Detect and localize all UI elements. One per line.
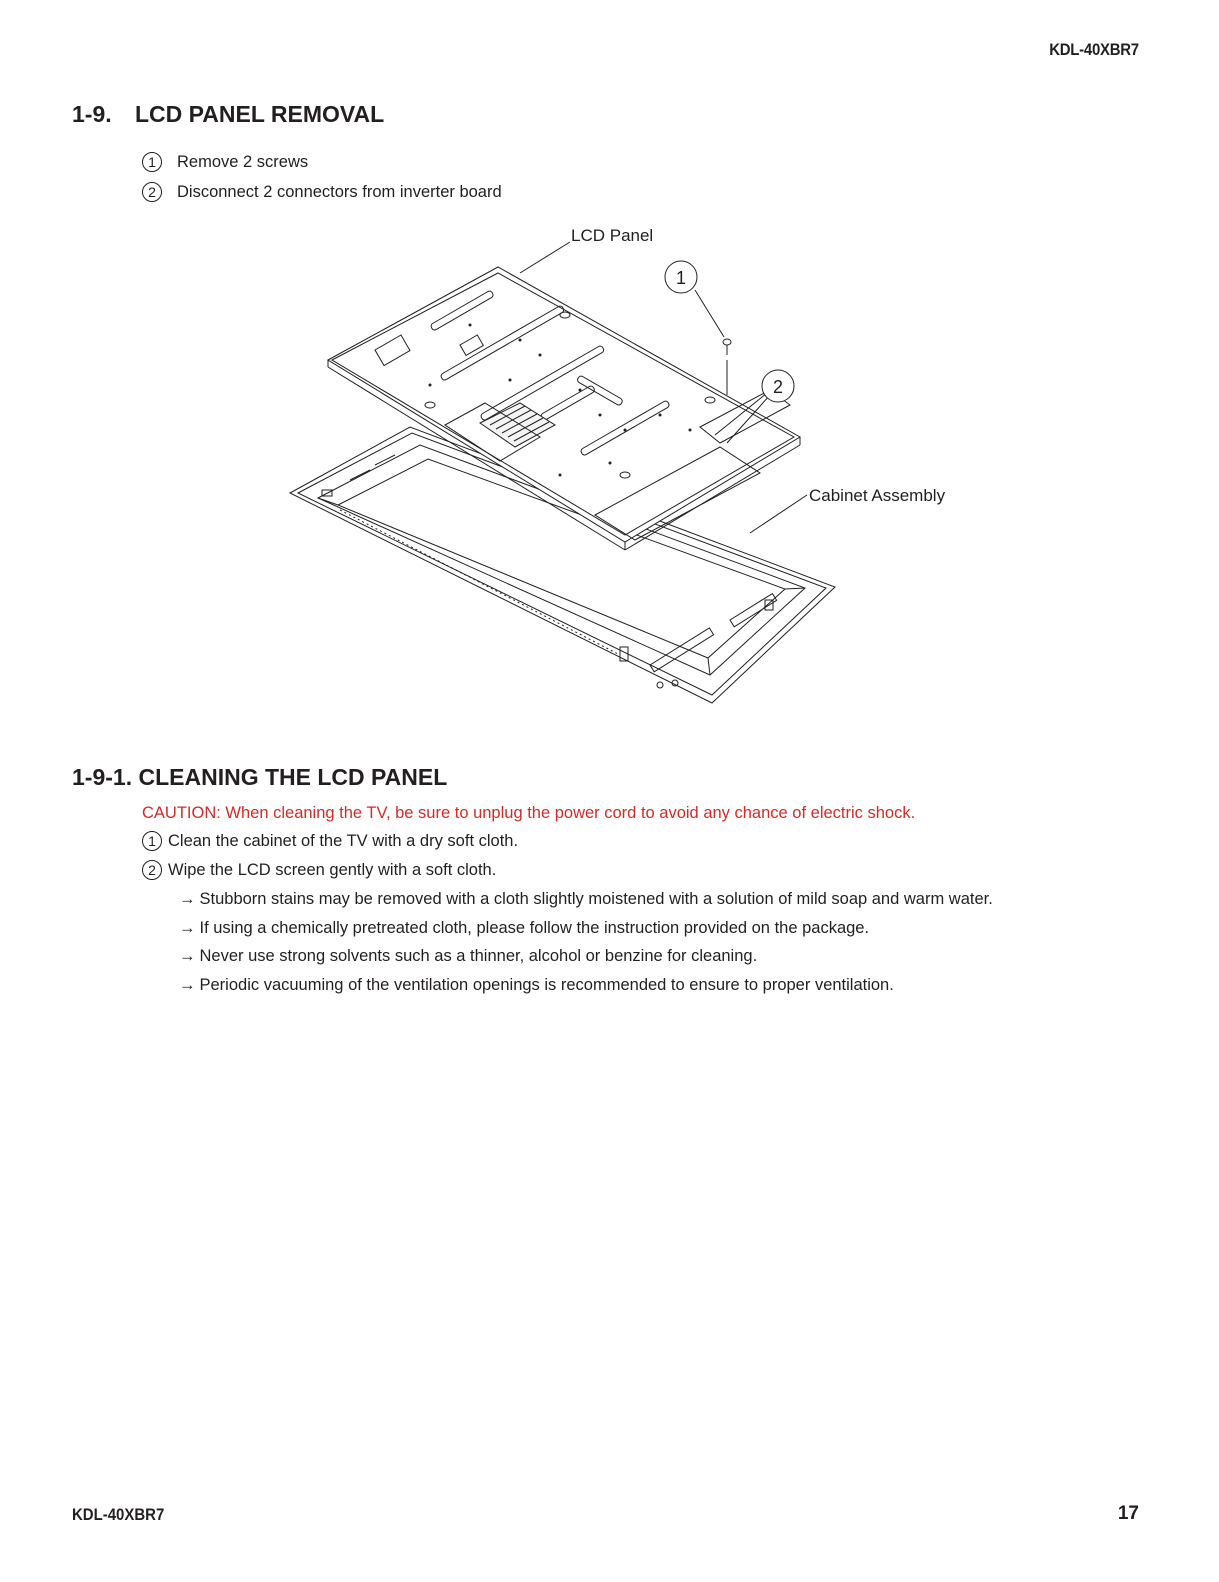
step-number-circle: 1 [142, 152, 162, 172]
note-text: If using a chemically pretreated cloth, please follow the instruction provided on the package. [199, 919, 870, 937]
callout-1 [665, 261, 697, 293]
step-text: Disconnect 2 connectors from inverter board [177, 182, 502, 201]
arrow-icon: → [179, 947, 196, 965]
callout-2 [762, 370, 794, 402]
step-text: Remove 2 screws [177, 152, 309, 171]
step-number-circle: 2 [142, 182, 162, 202]
note-text: Never use strong solvents such as a thinner, alcohol or benzine for cleaning. [199, 947, 758, 965]
callout-2-label: 2 [772, 377, 784, 397]
footer-model: KDL-40XBR7 [72, 1505, 165, 1524]
arrow-icon: → [179, 976, 196, 994]
section-title: LCD PANEL REMOVAL [135, 101, 385, 127]
cabinet-assembly-leader [750, 495, 807, 533]
step-text: Clean the cabinet of the TV with a dry soft cloth. [168, 831, 519, 850]
cleaning-step-1 [142, 831, 518, 851]
callout-1-label: 1 [675, 268, 687, 288]
callout-1-leader [695, 290, 724, 337]
lcd-panel-leader [520, 242, 570, 273]
cleaning-note [179, 919, 869, 938]
note-text: Stubborn stains may be removed with a cloth slightly moistened with a solution of mild soap and warm water. [199, 890, 993, 908]
lcd-panel-removal-diagram [280, 215, 980, 715]
cleaning-note [179, 976, 894, 995]
lcd-panel-label: LCD Panel [571, 226, 654, 245]
removal-step-2 [142, 182, 502, 202]
header-model: KDL-40XBR7 [1049, 40, 1139, 59]
cabinet-assembly-label: Cabinet Assembly [809, 486, 946, 505]
section-number: 1-9. [72, 101, 112, 127]
cleaning-note [179, 890, 993, 909]
step-text: Wipe the LCD screen gently with a soft cloth. [168, 860, 497, 879]
arrow-icon: → [179, 919, 196, 937]
removal-step-1 [142, 152, 308, 172]
note-text: Periodic vacuuming of the ventilation openings is recommended to ensure to proper ventilation. [199, 976, 894, 994]
cleaning-note [179, 947, 757, 966]
page-number: 17 [1117, 1503, 1139, 1524]
screw-drawing [723, 339, 731, 395]
step-number-circle: 2 [142, 860, 162, 880]
step-number-circle: 1 [142, 831, 162, 851]
section-heading-removal [72, 101, 384, 128]
caution-text: CAUTION: When cleaning the TV, be sure to unplug the power cord to avoid any chance of electric shock. [142, 804, 916, 822]
arrow-icon: → [179, 890, 196, 908]
cleaning-step-2 [142, 860, 496, 880]
section-heading-cleaning: 1-9-1. CLEANING THE LCD PANEL [72, 764, 448, 790]
